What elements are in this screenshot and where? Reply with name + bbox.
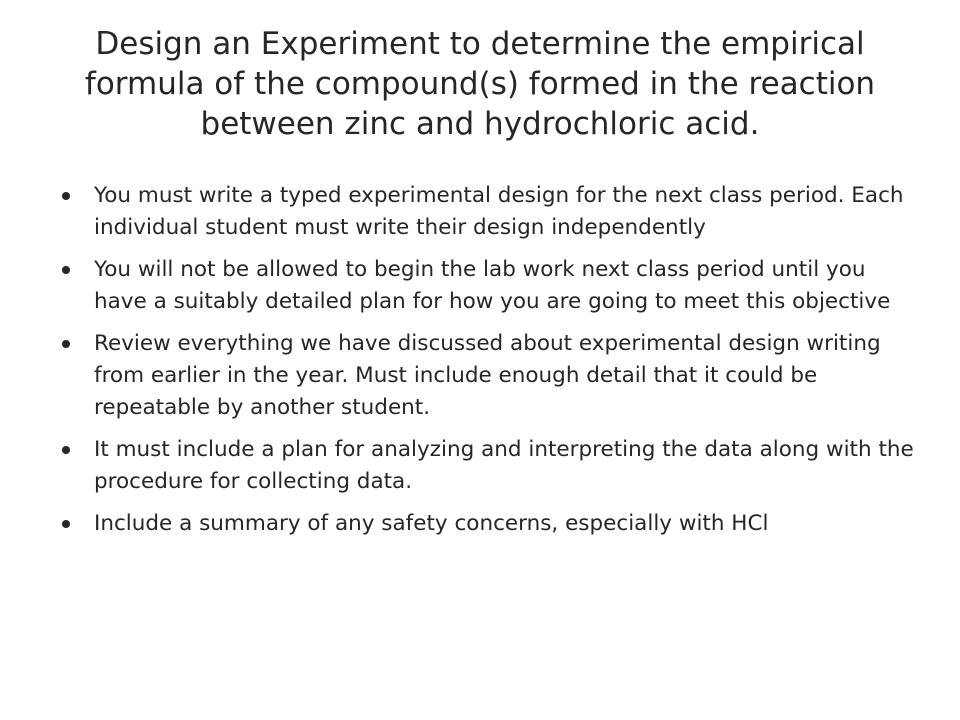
bullet-dot-icon: [62, 520, 70, 528]
bullet-item: [60, 328, 920, 424]
bullet-dot-icon: [62, 192, 70, 200]
bullet-item: [60, 180, 920, 244]
bullet-dot-icon: [62, 340, 70, 348]
bullet-item: [60, 508, 920, 540]
bullet-item: [60, 254, 920, 318]
bullet-list: [60, 180, 920, 540]
bullet-text: Include a summary of any safety concerns, especially with HCl: [94, 511, 769, 536]
bullet-text: You must write a typed experimental design for the next class period. Each individual student must write their design independently: [94, 183, 904, 240]
bullet-text: You will not be allowed to begin the lab work next class period until you have a suitably detailed plan for how you are going to meet this objective: [94, 257, 891, 314]
bullet-text: It must include a plan for analyzing and interpreting the data along with the procedure for collecting data.: [94, 437, 914, 494]
slide-title: Design an Experiment to determine the empirical formula of the compound(s) formed in the reaction between zinc and hydrochloric acid.: [84, 26, 876, 142]
bullet-item: [60, 434, 920, 498]
bullet-dot-icon: [62, 266, 70, 274]
bullet-dot-icon: [62, 446, 70, 454]
bullet-text: Review everything we have discussed about experimental design writing from earlier in the year. Must include enough detail that it could be repeatable by another student.: [94, 331, 881, 420]
